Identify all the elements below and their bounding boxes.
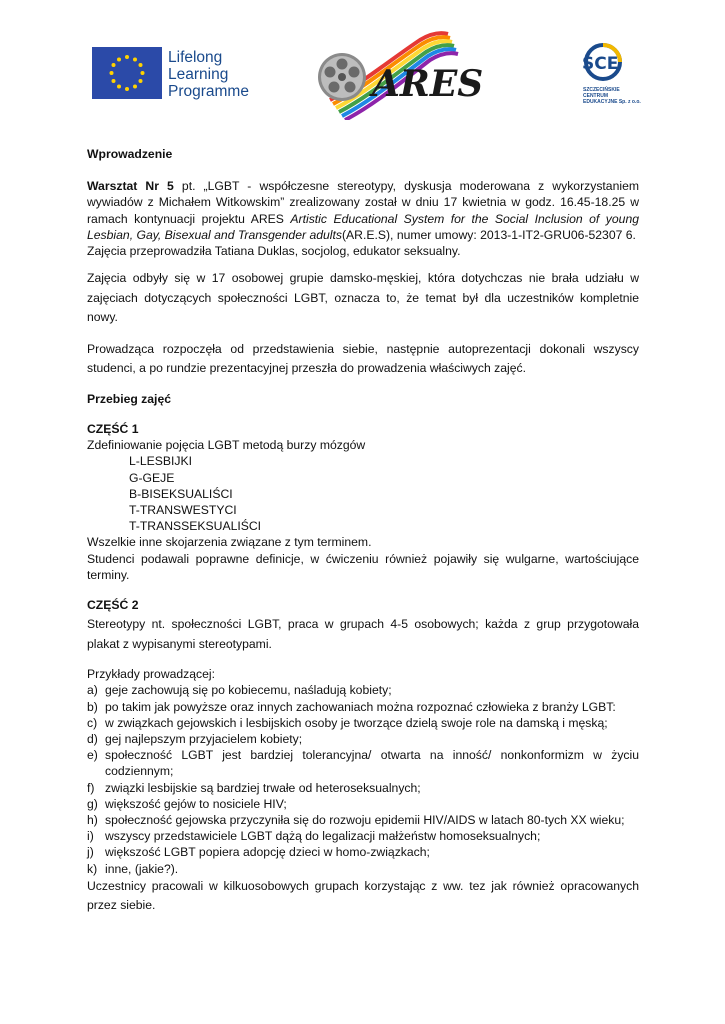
intro-paragraph-2: Zajęcia odbyły się w 17 osobowej grupie damsko-męskiej, która dotychczas nie brała udziału w zajęciach dotyczących społeczności LGBT, oznacza to, że temat był dla uczestników kompletnie nowy. <box>87 271 639 325</box>
examples-label: Przykłady prowadzącej: <box>87 667 216 682</box>
sce-letters: SCE <box>582 54 619 74</box>
term-item: T-TRANSWESTYCI <box>129 502 237 517</box>
part1-after-2: Studenci podawali poprawne definicje, w ćwiczeniu również pojawiły się wulgarne, wartościujące terminy. <box>87 551 639 582</box>
list-marker: b) <box>87 699 98 714</box>
list-item <box>87 780 639 796</box>
list-item-text: inne, (jakie?). <box>105 861 179 876</box>
part2-closing: Uczestnicy pracowali w kilkuosobowych grupach korzystając z ww. tez jak również opracowanych przez siebie. <box>87 878 639 913</box>
part2-text: Stereotypy nt. społeczności LGBT, praca w grupach 4-5 osobowych; każda z grup przygotowała plakat z wypisanymi stereotypami. <box>87 617 639 651</box>
intro-p1-text-b: (AR.E.S), numer umowy: 2013-1-IT2-GRU06-52307 6. <box>341 227 636 242</box>
list-item-text: większość gejów to nosiciele HIV; <box>105 796 287 811</box>
ares-logo <box>318 33 483 120</box>
list-marker: c) <box>87 715 98 730</box>
intro-paragraph-3: Prowadząca rozpoczęła od przedstawienia siebie, następnie autoprezentacji dokonali wszyscy studenci, a po rundzie prezentacyjnej przeszła do prowadzenia właściwych zajęć. <box>87 341 639 376</box>
workshop-title: Warsztat Nr 5 <box>87 179 174 194</box>
part1-after-1: Wszelkie inne skojarzenia związane z tym terminem. <box>87 535 372 550</box>
list-item <box>87 699 639 715</box>
list-item <box>87 796 639 812</box>
list-item <box>87 828 639 844</box>
list-marker: e) <box>87 748 98 763</box>
list-item-text: społeczność LGBT jest bardziej tolerancyjna/ otwarta na inność/ nonkonformizm w życiu codziennym; <box>105 748 639 779</box>
part1-line: Zdefiniowanie pojęcia LGBT metodą burzy mózgów <box>87 438 366 453</box>
part2-heading: CZĘŚĆ 2 <box>87 597 139 612</box>
document-body <box>87 146 639 916</box>
lifelong-learning-programme-logo <box>92 47 249 100</box>
list-marker: h) <box>87 812 98 827</box>
course-heading: Przebieg zajęć <box>87 391 171 406</box>
project-full-name: Artistic Educational System for the Social Inclusion of young Lesbian, Gay, Bisexual and Transgender adults <box>87 211 640 242</box>
sce-line-3: EDUKACYJNE Sp. z o.o. <box>583 99 641 105</box>
sce-line-1: SZCZECIŃSKIE <box>583 87 620 93</box>
llp-line-3: Programme <box>168 83 249 100</box>
list-item <box>87 682 639 698</box>
intro-paragraph-1 <box>87 178 639 243</box>
eu-flag-icon <box>92 47 162 99</box>
list-item <box>87 861 639 877</box>
intro-instructor-line: Zajęcia przeprowadziła Tatiana Duklas, socjolog, edukator seksualny. <box>87 244 461 259</box>
list-marker: k) <box>87 861 98 876</box>
list-marker: j) <box>87 845 94 860</box>
ares-logo-text: ARES <box>372 63 484 105</box>
term-item: B-BISEKSUALIŚCI <box>129 486 233 501</box>
list-marker: a) <box>87 683 98 698</box>
list-item-text: geje zachowują się po kobiecemu, naśladują kobiety; <box>105 683 392 698</box>
list-item-text: po takim jak powyższe oraz innych zachowaniach można rozpoznać człowieka z branży LGBT: <box>105 699 616 714</box>
lgbt-terms-list <box>87 453 639 534</box>
term-item: T-TRANSSEKSUALIŚCI <box>129 519 262 534</box>
term-item: G-GEJE <box>129 470 175 485</box>
llp-line-1: Lifelong <box>168 49 223 66</box>
sce-logo <box>582 45 641 105</box>
list-item <box>87 844 639 860</box>
list-item-text: gej najlepszym przyjacielem kobiety; <box>105 731 303 746</box>
header-logos <box>0 0 725 120</box>
list-item <box>87 747 639 779</box>
sce-line-2: CENTRUM <box>583 93 608 99</box>
list-marker: g) <box>87 796 98 811</box>
list-item-text: społeczność gejowska przyczyniła się do rozwoju epidemii HIV/AIDS w latach 80-tych XX wieku; <box>105 812 625 827</box>
list-item <box>87 715 639 731</box>
term-item: L-LESBIJKI <box>129 454 192 469</box>
list-item-text: w związkach gejowskich i lesbijskich osoby je tworzące dzielą swoje role na damską i męską; <box>105 715 608 730</box>
list-item-text: większość LGBT popiera adopcję dzieci w homo-związkach; <box>105 845 430 860</box>
list-item <box>87 812 639 828</box>
llp-line-2: Learning <box>168 66 229 83</box>
list-marker: i) <box>87 829 94 844</box>
list-item-text: wszyscy przedstawiciele LGBT dążą do legalizacji małżeństw homoseksualnych; <box>105 829 541 844</box>
stereotypes-list <box>87 682 639 876</box>
list-item-text: związki lesbijskie są bardziej trwałe od heteroseksualnych; <box>105 780 421 795</box>
part1-heading: CZĘŚĆ 1 <box>87 421 139 436</box>
list-marker: f) <box>87 780 95 795</box>
list-marker: d) <box>87 731 98 746</box>
list-item <box>87 731 639 747</box>
intro-heading: Wprowadzenie <box>87 147 173 161</box>
intro-p1-text-a: pt. „LGBT - współczesne stereotypy, dyskusja moderowana z wykorzystaniem wywiadów z Michałem Witkowskim” zrealizowany został w dniu 17 kwietnia w godz. 16.45-18.25 w ramach kontynuacji projektu ARES <box>87 179 639 226</box>
